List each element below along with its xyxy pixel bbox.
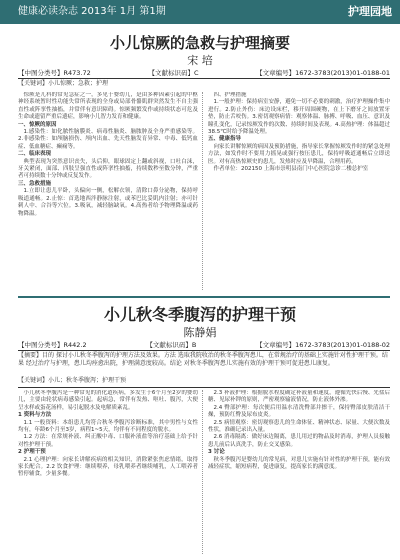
article2-column-right (208, 390, 390, 554)
article1-author: 宋 培 (187, 54, 213, 67)
article1-column-left (18, 92, 198, 290)
paragraph: 四、护理措施 (213, 92, 247, 98)
journal-header (0, 0, 400, 24)
paragraph: 2.1 心理护理：向家长讲解疾病的相关知识，消除紧张焦虑情绪，取得家长配合。2.2 饮食护理：继续喂养，母乳喂养者继续哺乳，人工喂养者暂停辅食，少量多餐。 (18, 456, 198, 478)
paragraph: 向家长讲解惊厥的病因及预防措施，指导家长掌握惊厥发作时的紧急处理方法，如发作时不要用力摇晃或强行按压患儿，保持呼吸道通畅后立即送医。对有高热惊厥史的患儿，发热时应及早降温，合理用药。 (208, 143, 390, 165)
article2-column-left (18, 390, 198, 554)
article2-title: 小儿秋冬季腹泻的护理干预 (103, 305, 296, 324)
classification-number: 【中图分类号】R473.72 (18, 69, 91, 77)
paragraph: 2.5 病情观察：密切观察患儿的生命体征、精神状态、尿量、大便次数及性状，准确记录出入量。 (208, 419, 390, 434)
article2-author: 陈静娟 (183, 326, 217, 339)
section-heading: 五、健康指导 (208, 136, 242, 143)
article1-title: 小儿惊厥的急救与护理摘要 (109, 34, 290, 52)
classification-number: 【中图分类号】R442.2 (18, 341, 87, 349)
paragraph: 惊厥是儿科的常见急症之一，多见于婴幼儿，是由多种因素引起的中枢神经系统暂时性功能失常所表现的全身或局部骨骼肌群突然发生不自主强直性或阵挛性抽搐，并常伴有意识障碍。惊厥频繁发作或持续状态可危及生命或遗留严重后遗症，影响小儿智力发育和健康。 (18, 92, 198, 121)
article-number: 【文章编号】1672-3783(2013)01-0188-02 (256, 341, 390, 349)
paragraph: 2.3 补液护理：根据脱水程度确定补液量和速度，遵循先快后慢、先盐后糖、见尿补钾的原则，严密观察输液情况，防止液体外渗。 (208, 390, 390, 404)
divider (18, 387, 390, 388)
paragraph: 1.感染性：如化脓性脑膜炎、病毒性脑炎、脑脓肿及全身严重感染等。2.非感染性：如颅脑损伤、颅内出血、先天性脑发育异常、中毒、低钙血症、低血糖症、癫痫等。 (18, 129, 198, 150)
paragraph: 1.2 方法：在常规补液、纠正酸中毒、口服补液盐等治疗基础上给予针对性护理干预。 (18, 434, 198, 448)
document-code: 【文献标识码】B (146, 341, 197, 349)
section-heading: 三、急救措施 (18, 180, 52, 187)
document-code: 【文献标识码】C (148, 69, 199, 77)
section-heading: 3 讨论 (208, 449, 225, 456)
paragraph: 小儿秋冬季腹泻是一种常见的消化道疾病，多发生于6个月至2岁的婴幼儿，主要由轮状病毒感染引起。起病急，常伴有发热、呕吐、腹泻，大便呈水样或蛋花汤样，易引起脱水及电解质紊乱。 (18, 390, 198, 411)
section-heading: 1 资料与方法 (18, 412, 52, 419)
article1-meta (18, 68, 390, 77)
article1-keywords: 【关键词】小儿惊厥；急救；护理 (18, 80, 109, 87)
article2-meta (18, 340, 390, 349)
article1-column-right (208, 92, 390, 290)
column-divider (202, 92, 203, 290)
paragraph: 2.6 消毒隔离：做好床边隔离，患儿用过的物品及时消毒，护理人员接触患儿前后认真洗手，防止交叉感染。 (208, 434, 390, 448)
article2-keywords: 【关键词】小儿；秋冬季腹泻；护理干预 (18, 377, 127, 384)
paragraph: 秋冬季腹泻是婴幼儿的常见病，对患儿实施有针对性的护理干预，能有效减轻症状，缩短病程，促进康复，提高家长的满意度。 (208, 456, 390, 471)
paragraph: 典型表现为突然意识丧失，头后仰，眼球固定上翻或斜视，口吐白沫，牙关紧闭，面部、四肢呈强直性或阵挛性抽搐，持续数秒至数分钟，严重者可持续数十分钟或反复发作。 (18, 158, 198, 180)
paragraph: 1.1 一般资料：本组患儿均符合秋冬季腹泻诊断标准，其中男性与女性均有，年龄6个月至3岁，病程1~5天，均伴有不同程度的脱水。 (18, 419, 198, 434)
section-heading: 一、惊厥的原因 (18, 121, 57, 128)
paragraph: 2.4 臀部护理：每次便后用温水清洗臀部并擦干，保持臀部皮肤清洁干燥，预防红臀及尿布皮炎。 (208, 404, 390, 419)
column-divider (202, 390, 203, 554)
divider (18, 78, 390, 79)
paragraph: 作者单位：202150 上海市崇明县南门中心医院急诊二楼总护室 (213, 166, 369, 173)
paragraph: 1.一般护理：保持病室安静，避免一切不必要的刺激，治疗护理操作集中进行。2.防止外伤：床边设床栏，移开周围硬物，在上下磨牙之间放置牙垫，防止舌咬伤。3.密切观察病情：观察体温、脉搏、呼吸、血压、意识及瞳孔变化，记录惊厥发作的次数、持续时间及表现。4.高热护理：体温超过38.5℃时给予降温处理。 (208, 99, 390, 136)
divider (18, 350, 390, 351)
article-separator (18, 296, 390, 298)
journal-issue-info: 健康必读杂志 2013年 1月 第1期 (18, 6, 166, 17)
section-label: 护理园地 (348, 5, 392, 18)
section-heading: 2 护理干预 (18, 449, 46, 456)
section-heading: 二、临床表现 (18, 151, 52, 158)
paragraph: 1.立即让患儿平卧，头偏向一侧，松解衣领，清除口鼻分泌物，保持呼吸道通畅。2.止惊：首选地西泮静脉注射，或苯巴比妥肌内注射；亦可针刺人中、合谷等穴位。3.吸氧，减轻脑缺氧。4.高热者给予物理降温或药物降温。 (18, 188, 198, 217)
article-number: 【文章编号】1672-3783(2013)01-0188-01 (256, 69, 390, 77)
article2-abstract: 【摘要】目的 探讨小儿秋冬季腹泻的护理方法及效果。方法 选取我院收治的秋冬季腹泻患儿，在常规治疗的基础上实施针对性护理干预。结果 经过治疗与护理，患儿均痊愈出院，护理满意度较高。结论 对秋冬季腹泻患儿实施有效的护理干预可促进患儿康复。 (18, 352, 388, 367)
